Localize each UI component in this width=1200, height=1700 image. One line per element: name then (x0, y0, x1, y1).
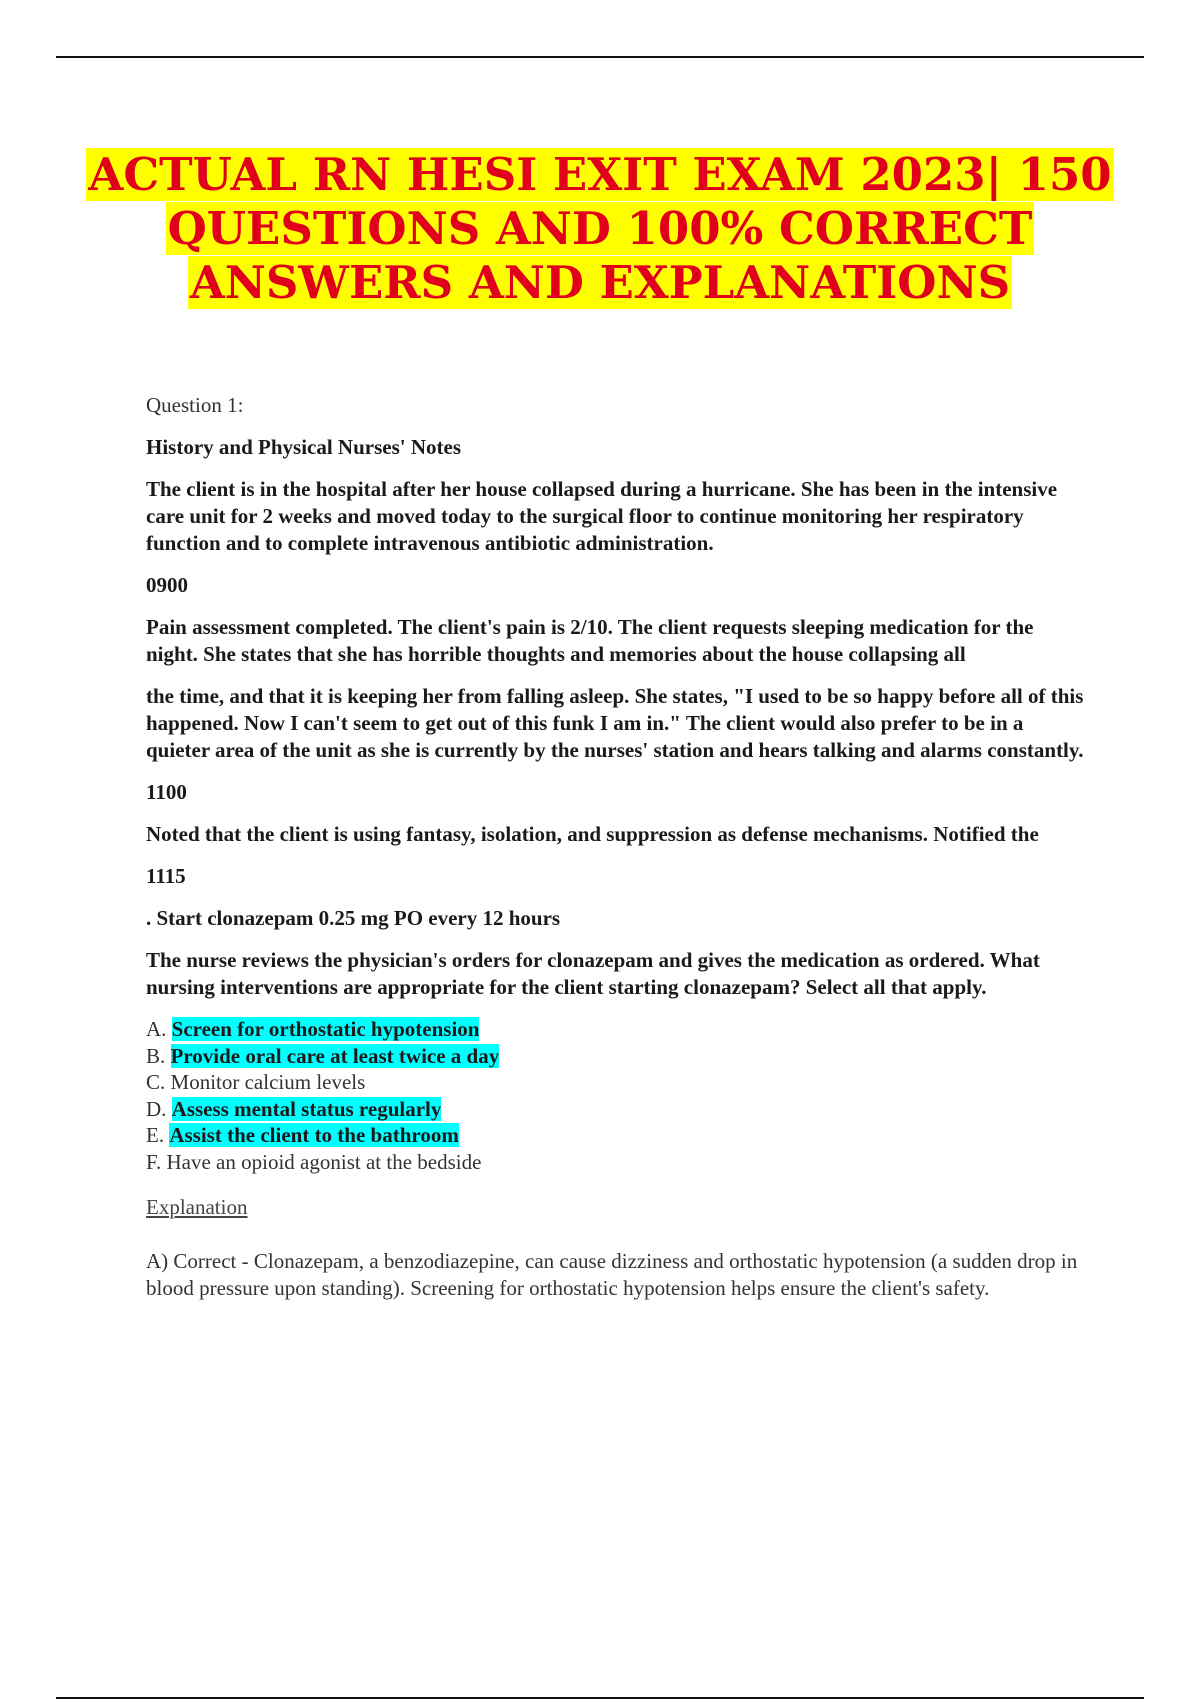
option-text: Assess mental status regularly (171, 1096, 442, 1121)
explanation-text: A) Correct - Clonazepam, a benzodiazepine, can cause dizziness and orthostatic hypotension (a sudden drop in blood pressure upon standing). Screening for orthostatic hypotension helps ensure the client's safety. (146, 1249, 1078, 1300)
option-text: Have an opioid agonist at the bedside (166, 1149, 482, 1174)
option-letter: A. (146, 1017, 167, 1041)
option-b (146, 1043, 1086, 1070)
option-d (146, 1096, 1086, 1123)
option-f (146, 1149, 1086, 1176)
timestamp-1100: 1100 (146, 780, 187, 804)
document-title (60, 148, 1140, 310)
question-label: Question 1: (146, 393, 244, 417)
option-letter: C. (146, 1070, 166, 1094)
note-1100: Noted that the client is using fantasy, isolation, and suppression as defense mechanisms. Notified the (146, 822, 1039, 846)
option-letter: F. (146, 1149, 162, 1174)
option-a (146, 1016, 1086, 1043)
question-content (146, 392, 1086, 1317)
option-letter: D. (146, 1096, 167, 1121)
explanation-heading: Explanation (146, 1195, 248, 1219)
answer-options (146, 1016, 1086, 1175)
option-c (146, 1069, 1086, 1096)
note-0900-part2: the time, and that it is keeping her from falling asleep. She states, "I used to be so happy before all of this happened. Now I can't seem to get out of this funk I am in." The client would also prefer to be in a quieter area of the unit as she is currently by the nurses' station and hears talking and alarms constantly. (146, 684, 1084, 762)
option-letter: B. (146, 1043, 166, 1068)
bottom-rule (56, 1697, 1144, 1699)
intro-paragraph: The client is in the hospital after her house collapsed during a hurricane. She has been in the intensive care unit for 2 weeks and moved today to the surgical floor to continue monitoring her respiratory function and to complete intravenous antibiotic administration. (146, 477, 1058, 555)
note-1115: . Start clonazepam 0.25 mg PO every 12 hours (146, 906, 561, 930)
option-text: Provide oral care at least twice a day (170, 1043, 500, 1068)
note-0900-part1: Pain assessment completed. The client's pain is 2/10. The client requests sleeping medication for the night. She states that she has horrible thoughts and memories about the house collapsing all (146, 615, 1034, 666)
section-heading: History and Physical Nurses' Notes (146, 435, 461, 459)
title-highlight: ACTUAL RN HESI EXIT EXAM 2023| 150 QUESTIONS AND 100% CORRECT ANSWERS AND EXPLANATIONS (88, 148, 1112, 309)
top-rule (56, 56, 1144, 58)
timestamp-1115: 1115 (146, 864, 186, 888)
option-text: Screen for orthostatic hypotension (171, 1017, 480, 1041)
option-text: Assist the client to the bathroom (169, 1123, 459, 1147)
option-letter: E. (146, 1123, 165, 1147)
question-prompt: The nurse reviews the physician's orders for clonazepam and gives the medication as ordered. What nursing interventions are appropriate for the client starting clonazepam? Select all that apply. (146, 948, 1040, 999)
option-text: Monitor calcium levels (170, 1070, 366, 1094)
timestamp-0900: 0900 (146, 573, 188, 597)
option-e (146, 1122, 1086, 1149)
